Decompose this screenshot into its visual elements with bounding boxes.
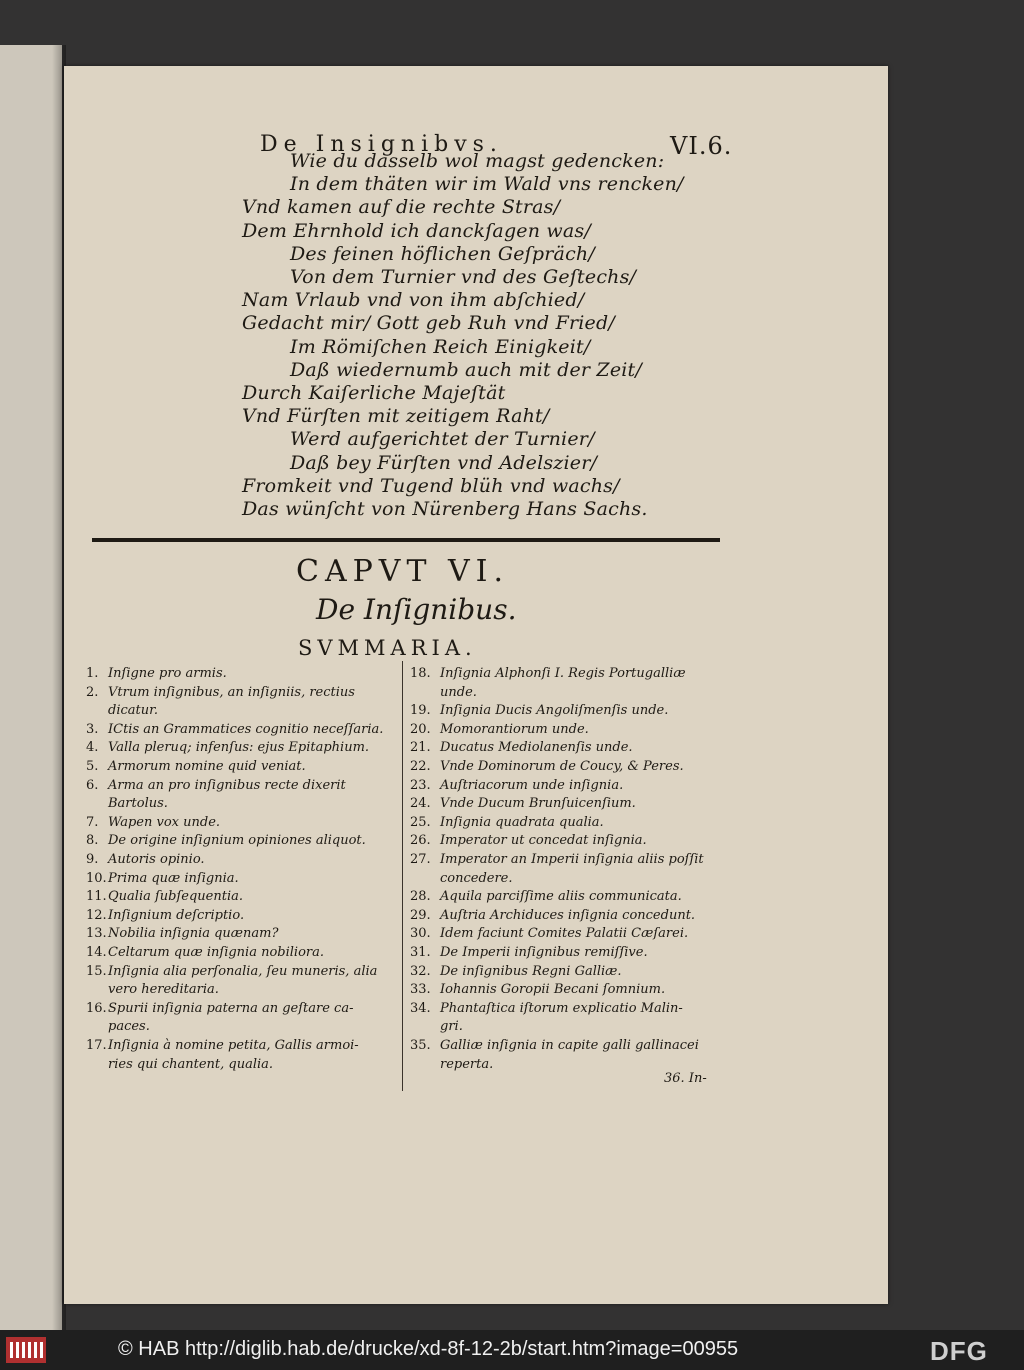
poem-line: Im Römiſchen Reich Einigkeit/ — [290, 335, 591, 358]
summary-item-text: unde. — [440, 684, 477, 700]
summary-item-number: 14. — [86, 945, 107, 960]
chapter-subtitle: De Inſignibus. — [316, 593, 517, 626]
poem-line: Vnd Fürſten mit zeitigem Raht/ — [242, 405, 550, 428]
poem-line: Des feinen höflichen Geſpräch/ — [290, 242, 595, 265]
summary-item — [410, 964, 622, 979]
summary-item-number: 32. — [410, 963, 431, 979]
summary-item-number: 12. — [86, 907, 107, 923]
summary-item-number: 27. — [410, 852, 431, 867]
summary-item-number: 6. — [86, 777, 99, 793]
summary-item-text: Inſignia quadrata qualia. — [440, 814, 604, 830]
summary-item-number: 9. — [86, 852, 99, 867]
summary-item — [410, 666, 686, 681]
summary-item-text: Inſignia à nomine petita, Gallis armoi- — [108, 1038, 359, 1053]
summary-item — [410, 759, 684, 774]
summary-item — [86, 666, 227, 681]
summary-item-text: Inſignia Alphonſi I. Regis Portugalliæ — [440, 666, 686, 681]
summary-item-text: paces. — [108, 1019, 150, 1035]
page-signature: VI.6. — [670, 132, 733, 160]
poem-line: Von dem Turnier vnd des Geſtechs/ — [290, 266, 637, 288]
summary-item — [86, 908, 244, 923]
summary-item-number: 25. — [410, 814, 431, 830]
summary-item-number: 30. — [410, 926, 431, 942]
summary-item — [86, 926, 278, 941]
summary-item-text: dicatur. — [108, 703, 159, 719]
summary-item-number: 8. — [86, 833, 99, 849]
summary-item-text: Inſignia alia perſonalia, ſeu muneris, alia — [108, 963, 378, 979]
summary-item-number: 31. — [410, 945, 431, 960]
summary-item-number: 23. — [410, 777, 431, 793]
summary-item-number: 33. — [410, 982, 431, 998]
summary-item-number: 18. — [410, 666, 431, 681]
poem-line: Fromkeit vnd Tugend blüh vnd wachs/ — [242, 474, 620, 497]
dfg-logo: DFG — [930, 1336, 988, 1366]
summary-item — [86, 796, 168, 811]
poem-line: Daß wiedernumb auch mit der Zeit/ — [290, 358, 642, 381]
summary-item — [410, 926, 688, 941]
summary-item-text: reperta. — [440, 1056, 494, 1072]
summary-item-number: 34. — [410, 1000, 431, 1016]
summary-item-number: 19. — [410, 703, 431, 719]
summary-item — [410, 1038, 699, 1053]
summary-item — [86, 852, 205, 867]
summary-item — [86, 1019, 150, 1034]
summary-item — [86, 982, 219, 997]
summary-item-text: Idem faciunt Comites Palatii Cæſarei. — [440, 926, 689, 942]
summary-item-text: Vnde Ducum Brunſuicenſium. — [440, 796, 636, 812]
summary-item-text: ICtis an Grammatices cognitio neceſſaria. — [108, 721, 384, 737]
summary-item-text: gri. — [440, 1019, 463, 1035]
summary-item-text: Celtarum quæ inſignia nobiliora. — [108, 945, 325, 960]
summary-item-text: Momorantiorum unde. — [440, 721, 589, 737]
section-rule — [92, 538, 720, 542]
summary-item-text: concedere. — [440, 870, 513, 886]
summary-item-number: 21. — [410, 740, 431, 756]
poem-line: Vnd kamen auf die rechte Stras/ — [242, 196, 561, 219]
catchword: 36. In- — [664, 1071, 707, 1086]
summary-item-text: Armorum nomine quid veniat. — [108, 759, 306, 774]
summary-item-number: 17. — [86, 1038, 107, 1053]
poem-line: Werd aufgerichtet der Turnier/ — [290, 428, 595, 451]
summary-item-text: Phantaſtica iſtorum explicatio Malin- — [440, 1000, 683, 1016]
summary-item — [86, 759, 306, 774]
summary-item-text: Inſignium deſcriptio. — [108, 907, 245, 923]
poem-line: Dem Ehrnhold ich danckſagen was/ — [242, 219, 591, 242]
hab-logo-icon — [6, 1337, 46, 1363]
summary-item-number: 20. — [410, 721, 431, 737]
poem-line: Daß bey Fürſten vnd Adelszier/ — [290, 451, 598, 474]
running-title: De Insignibvs. — [260, 132, 503, 157]
summary-item-text: Inſigne pro armis. — [108, 666, 227, 681]
summary-item — [410, 796, 636, 811]
summary-item — [410, 908, 695, 923]
summary-item-text: De inſignibus Regni Galliæ. — [440, 963, 622, 979]
summary-item — [86, 1057, 273, 1072]
summary-item-number: 7. — [86, 814, 99, 830]
viewer-footer — [0, 1330, 1024, 1370]
summary-item-number: 22. — [410, 759, 431, 774]
poem-line: Nam Vrlaub vnd von ihm abſchied/ — [242, 289, 585, 312]
poem-line: Das wünſcht von Nürenberg Hans Sachs. — [242, 498, 648, 520]
summary-item-text: Auſtriacorum unde inſignia. — [440, 777, 624, 793]
summary-item-number: 13. — [86, 926, 107, 942]
book-page — [64, 66, 888, 1304]
summary-item-text: Bartolus. — [108, 796, 168, 812]
summary-item-number: 4. — [86, 740, 99, 756]
summary-item-number: 2. — [86, 684, 99, 700]
summary-item — [86, 778, 346, 793]
summary-item — [410, 778, 623, 793]
summary-item-number: 29. — [410, 907, 431, 923]
summary-item-text: Aquila parciſſime aliis communicata. — [440, 889, 682, 905]
summary-item — [410, 740, 633, 755]
summary-item — [86, 1038, 359, 1053]
summary-item — [86, 871, 239, 886]
summary-item-text: Auſtria Archiduces inſignia concedunt. — [440, 907, 696, 923]
summary-item-text: Iohannis Goropii Becani ſomnium. — [440, 982, 666, 998]
summary-item — [86, 722, 383, 737]
summary-item-text: Imperator ut concedat inſignia. — [440, 833, 647, 849]
summary-item — [410, 1001, 683, 1016]
summary-item-text: Galliæ inſignia in capite galli gallinacei — [440, 1038, 699, 1053]
summary-item-number: 1. — [86, 666, 99, 681]
summary-item-text: Autoris opinio. — [108, 852, 205, 867]
summary-item — [86, 685, 355, 700]
summary-item-text: Spurii inſignia paterna an geſtare ca- — [108, 1000, 354, 1016]
summary-item — [410, 871, 513, 886]
summary-item — [410, 833, 647, 848]
summary-item — [86, 815, 220, 830]
copyright-link[interactable]: © HAB http://diglib.hab.de/drucke/xd-8f-12-2b/start.htm?image=00955 — [118, 1338, 739, 1360]
summary-item-text: Ducatus Mediolanenſis unde. — [440, 740, 633, 756]
summary-item — [86, 703, 158, 718]
summary-item-text: Qualia ſubſequentia. — [108, 889, 244, 905]
summary-item — [86, 889, 243, 904]
summary-item-text: Valla pleruq; infenſus: ejus Epitaphium. — [108, 740, 370, 756]
summary-item-text: Arma an pro inſignibus recte dixerit — [108, 777, 346, 793]
summary-item — [410, 1019, 463, 1034]
summary-item-text: De Imperii inſignibus remiſſive. — [440, 945, 648, 960]
summary-item — [410, 982, 665, 997]
summary-item-text: Vnde Dominorum de Coucy, & Peres. — [440, 759, 684, 774]
summary-item — [410, 722, 589, 737]
summary-item-text: Inſignia Ducis Angoliſmenſis unde. — [440, 703, 669, 719]
summary-item-number: 5. — [86, 759, 99, 774]
poem-line: Wie du dasselb wol magst gedencken: — [290, 150, 665, 172]
summary-item — [410, 815, 604, 830]
chapter-title: CAPVT VI. — [296, 554, 510, 589]
summary-item-text: Wapen vox unde. — [108, 814, 221, 830]
summary-item — [86, 740, 369, 755]
summary-item — [86, 945, 324, 960]
summary-item-text: Nobilia inſignia quænam? — [108, 926, 279, 942]
poem-line: In dem thäten wir im Wald vns rencken/ — [290, 173, 684, 196]
summary-item — [410, 1057, 493, 1072]
summary-heading: SVMMARIA. — [298, 636, 477, 660]
summary-item — [410, 685, 477, 700]
summary-item — [86, 1001, 353, 1016]
summary-item-text: De origine inſignium opiniones aliquot. — [108, 833, 366, 849]
summary-item-number: 3. — [86, 721, 99, 737]
summary-item-text: Vtrum inſignibus, an inſigniis, rectius — [108, 684, 355, 700]
summary-item — [410, 703, 668, 718]
summary-item-number: 35. — [410, 1038, 431, 1053]
summary-item — [86, 964, 377, 979]
summary-item — [410, 852, 704, 867]
summary-item-text: Prima quæ inſignia. — [108, 870, 239, 886]
summary-item-number: 26. — [410, 833, 431, 849]
summary-item — [410, 945, 648, 960]
summary-item — [86, 833, 366, 848]
column-divider — [402, 661, 403, 1091]
summary-item-number: 10. — [86, 870, 107, 886]
summary-item-number: 11. — [86, 889, 107, 905]
summary-item — [410, 889, 682, 904]
summary-item-text: Imperator an Imperii inſignia aliis poſſit — [440, 852, 704, 867]
poem-line: Durch Kaiſerliche Majeſtät — [242, 382, 506, 404]
summary-item-number: 15. — [86, 963, 107, 979]
summary-item-text: ries qui chantent, qualia. — [108, 1056, 274, 1072]
summary-item-number: 16. — [86, 1000, 107, 1016]
poem-line: Gedacht mir/ Gott geb Ruh vnd Fried/ — [242, 312, 615, 335]
summary-item-text: vero hereditaria. — [108, 982, 219, 998]
summary-item-number: 28. — [410, 889, 431, 905]
summary-item-number: 24. — [410, 796, 431, 812]
